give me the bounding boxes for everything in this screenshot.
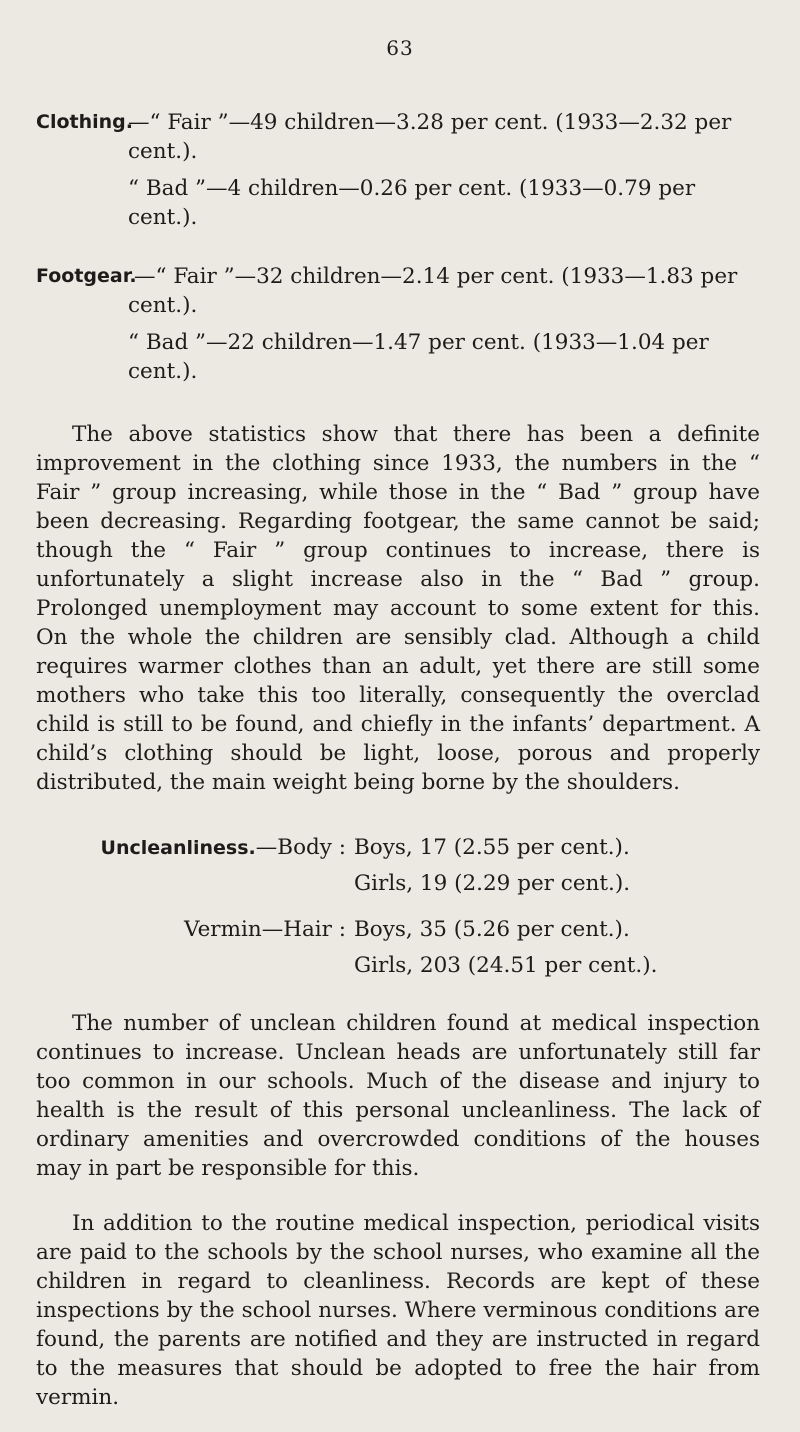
clothing-fair-entry	[36, 108, 760, 166]
clothing-fair-line-cont: cent.).	[128, 139, 198, 164]
uncleanliness-body-boys-row	[36, 833, 760, 869]
clothing-bad-entry	[36, 174, 760, 232]
clothing-bad-line: “ Bad ”—4 children—0.26 per cent. (1933—0.79 per	[128, 176, 696, 201]
clothing-bad-line-cont: cent.).	[128, 205, 198, 230]
body-boys-value: Boys, 17 (2.55 per cent.).	[354, 835, 630, 860]
clothing-fair-line: —“ Fair ”—49 children—3.28 per cent. (1933—2.32 per	[128, 110, 732, 135]
uncleanliness-section	[36, 833, 760, 987]
footgear-fair-line: —“ Fair ”—32 children—2.14 per cent. (1933—1.83 per	[134, 264, 738, 289]
inspection-paragraph: In addition to the routine medical inspection, periodical visits are paid to the schools by the school nurses, who examine all the children in regard to cleanliness. Records are kept of these inspections by the school nurses. Where verminous conditions are found, the parents are notified and they are instructed in regard to the measures that should be adopted to free the hair from vermin.	[36, 1211, 760, 1410]
vermin-boys-value: Boys, 35 (5.26 per cent.).	[354, 917, 630, 942]
uncleanliness-body-label	[36, 833, 354, 863]
vermin-girls-row	[36, 951, 760, 987]
footgear-fair-line-cont: cent.).	[128, 293, 198, 318]
body-label: —Body :	[255, 835, 346, 860]
footgear-bad-line: “ Bad ”—22 children—1.47 per cent. (1933—1.04 per	[128, 330, 709, 355]
vermin-boys-row	[36, 915, 760, 951]
footgear-fair-entry	[36, 262, 760, 320]
clothing-heading: Clothing.	[36, 111, 133, 133]
footgear-bad-line-cont: cent.).	[128, 359, 198, 384]
body-girls-value: Girls, 19 (2.29 per cent.).	[354, 871, 631, 896]
uncleanliness-body-girls-row	[36, 869, 760, 905]
page-number: 63	[386, 36, 414, 60]
clothing-section	[36, 108, 760, 232]
page-content	[36, 100, 760, 1432]
footgear-heading: Footgear.	[36, 265, 137, 287]
footgear-section	[36, 262, 760, 386]
footgear-bad-entry	[36, 328, 760, 386]
vermin-label: Vermin—Hair :	[184, 917, 346, 942]
vermin-girls-value: Girls, 203 (24.51 per cent.).	[354, 953, 658, 978]
statistics-paragraph: The above statistics show that there has been a definite improvement in the clothing since 1933, the numbers in the “ Fair ” group increasing, while those in the “ Bad ” group have been decreasing. Regarding footgear, the same cannot be said; though the “ Fair ” group continues to increase, there is unfortunately a slight increase also in the “ Bad ” group. Prolonged unemployment may account to some extent for this. On the whole the children are sensibly clad. Although a child requires warmer clothes than an adult, yet there are still some mothers who take this too literally, consequently the overclad child is still to be found, and chiefly in the infants’ department. A child’s clothing should be light, loose, porous and properly distributed, the main weight being borne by the shoulders.	[36, 422, 760, 795]
uncleanliness-heading: Uncleanliness.	[100, 837, 256, 859]
unclean-children-paragraph: The number of unclean children found at medical inspection continues to increase. Unclean heads are unfortunately still far too common in our schools. Much of the disease and injury to health is the result of this personal uncleanliness. The lack of ordinary amenities and overcrowded conditions of the houses may in part be responsible for this.	[36, 1011, 760, 1181]
